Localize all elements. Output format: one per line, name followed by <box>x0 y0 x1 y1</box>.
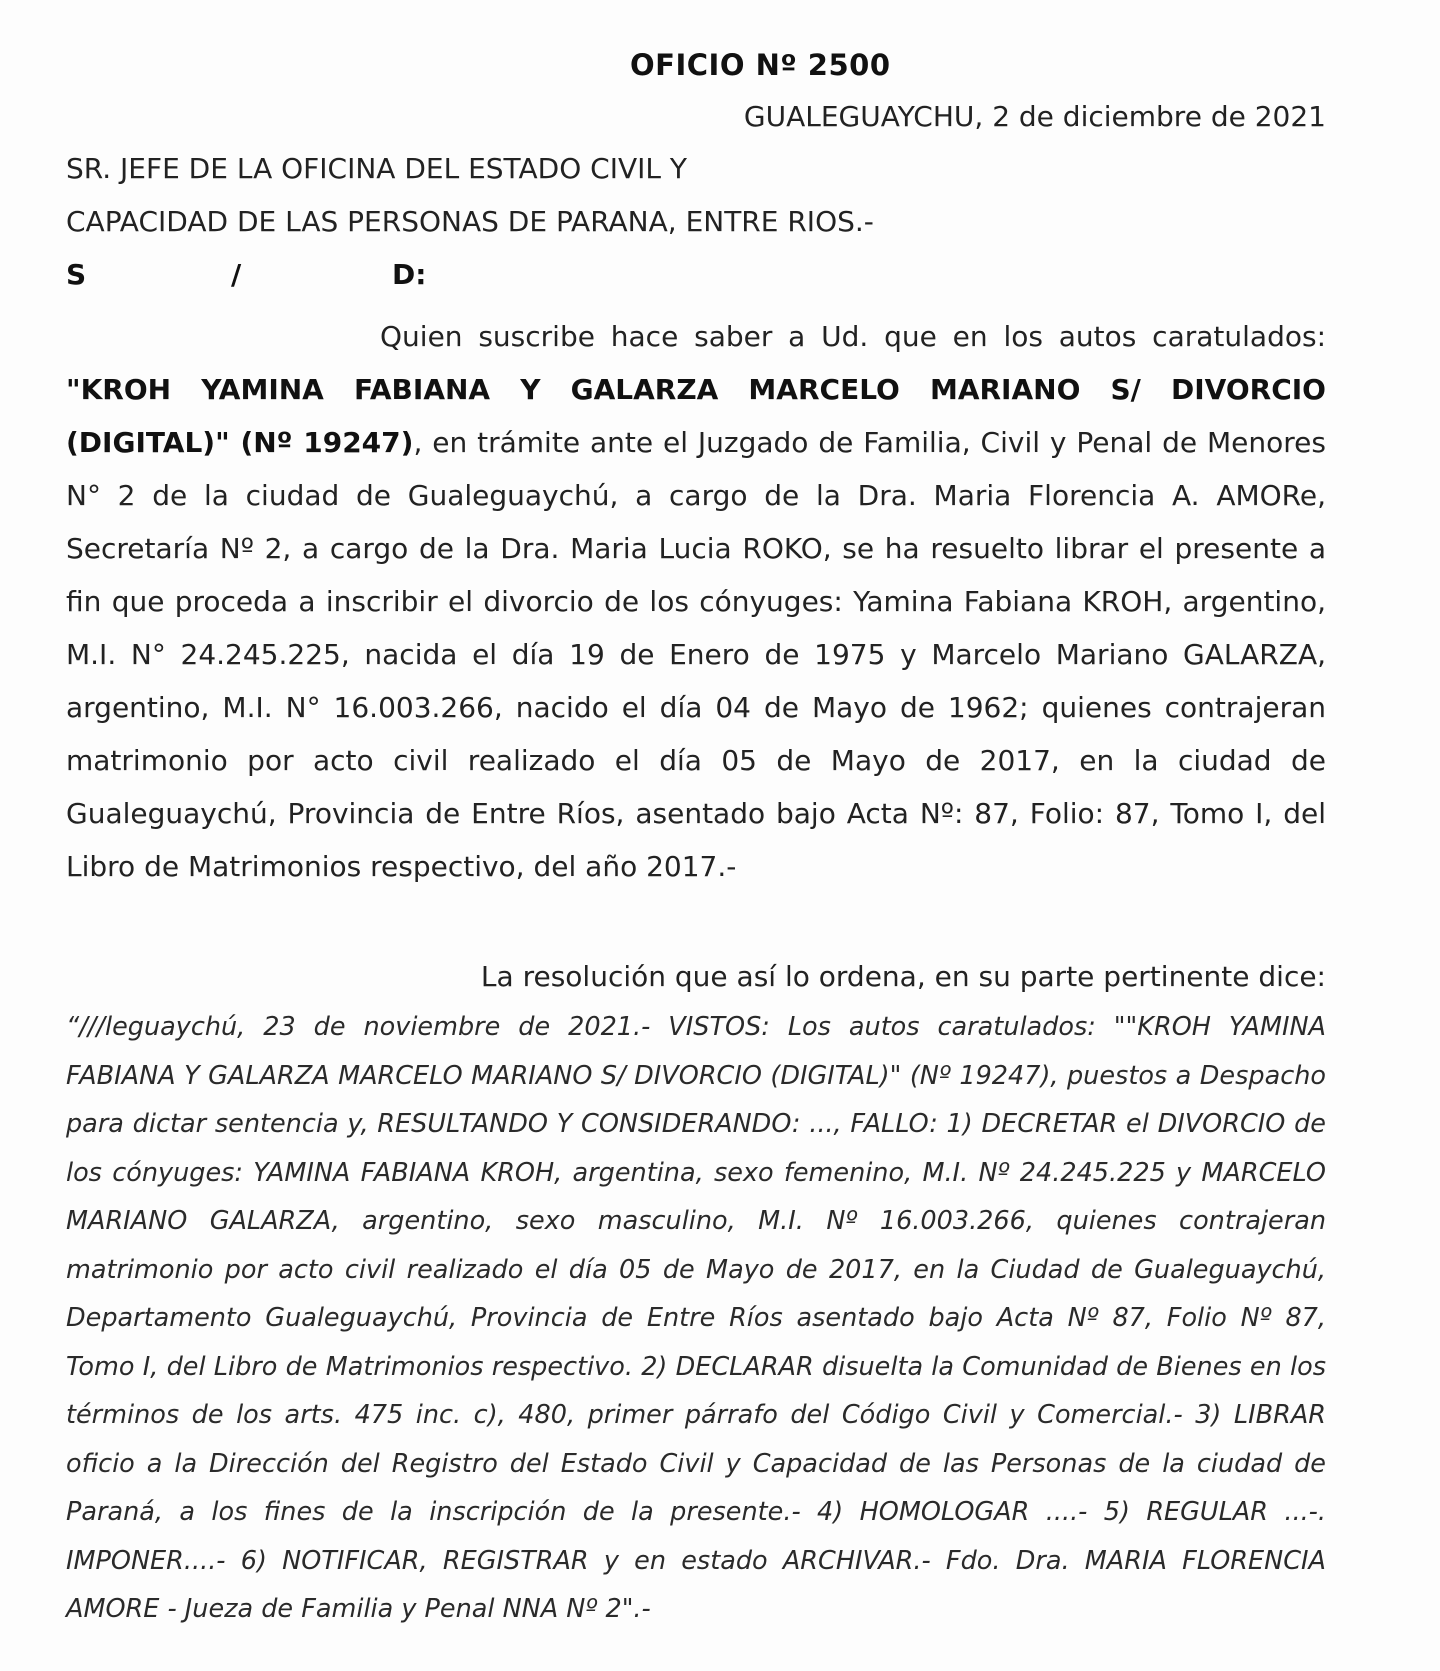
body-paragraph-text <box>66 310 1326 893</box>
case-title: "KROH YAMINA FABIANA Y GALARZA MARCELO MARIANO S/ DIVORCIO (DIGITAL)" (Nº 19247) <box>66 373 1326 459</box>
body-paragraph <box>66 310 1326 893</box>
addressee-line-2: CAPACIDAD DE LAS PERSONAS DE PARANA, ENTRE RIOS.- <box>66 205 874 238</box>
document-title: OFICIO Nº 2500 <box>630 48 891 82</box>
body-intro: Quien suscribe hace saber a Ud. que en los autos caratulados: <box>380 320 1326 353</box>
place-date: GUALEGUAYCHU, 2 de diciembre de 2021 <box>743 100 1326 133</box>
resolution-quote-text: “///leguaychú, 23 de noviembre de 2021.- VISTOS: Los autos caratulados: ""KROH YAMINA FABIANA Y GALARZA MARCELO MARIANO S/ DIVORCIO (DIGITAL)" (Nº 19247), puestos a Despacho para dictar sentencia y, RESULTANDO Y CONSIDERANDO: ..., FALLO: 1) DECRETAR el DIVORCIO de los cónyuges: YAMINA FABIANA KROH, argentina, sexo femenino, M.I. Nº 24.245.225 y MARCELO MARIANO GALARZA, argentino, sexo masculino, M.I. Nº 16.003.266, quienes contrajeran matrimonio por acto civil realizado el día 05 de Mayo de 2017, en la Ciudad de Gualeguaychú, Departamento Gualeguaychú, Provincia de Entre Ríos asentado bajo Acta Nº 87, Folio Nº 87, Tomo I, del Libro de Matrimonios respectivo. 2) DECLARAR disuelta la Comunidad de Bienes en los términos de los arts. 475 inc. c), 480, primer párrafo del Código Civil y Comercial.- 3) LIBRAR oficio a la Dirección del Registro del Estado Civil y Capacidad de las Personas de la ciudad de Paraná, a los fines de la inscripción de la presente.- 4) HOMOLOGAR ....- 5) REGULAR ...-. IMPONER....- 6) NOTIFICAR, REGISTRAR y en estado ARCHIVAR.- Fdo. Dra. MARIA FLORENCIA AMORE - Jueza de Familia y Penal NNA Nº 2".- <box>66 1012 1326 1624</box>
salutation-s: S <box>66 258 87 291</box>
salutation-d: D: <box>392 258 427 291</box>
body-rest: , en trámite ante el Juzgado de Familia, Civil y Penal de Menores N° 2 de la ciudad de Gualeguaychú, a cargo de la Dra. Maria Florencia A. AMORe, Secretaría Nº 2, a cargo de la Dra. Maria Lucia ROKO, se ha resuelto librar el presente a fin que proceda a inscribir el divorcio de los cónyuges: Yamina Fabiana KROH, argentino, M.I. N° 24.245.225, nacida el día 19 de Enero de 1975 y Marcelo Mariano GALARZA, argentino, M.I. N° 16.003.266, nacido el día 04 de Mayo de 1962; quienes contrajeran matrimonio por acto civil realizado el día 05 de Mayo de 2017, en la ciudad de Gualeguaychú, Provincia de Entre Ríos, asentado bajo Acta Nº: 87, Folio: 87, Tomo I, del Libro de Matrimonios respectivo, del año 2017.- <box>66 426 1327 883</box>
addressee-line-1: SR. JEFE DE LA OFICINA DEL ESTADO CIVIL Y <box>66 152 687 185</box>
salutation-slash: / <box>231 258 242 291</box>
resolution-quote <box>66 1003 1326 1634</box>
resolution-intro: La resolución que así lo ordena, en su parte pertinente dice: <box>480 960 1326 993</box>
